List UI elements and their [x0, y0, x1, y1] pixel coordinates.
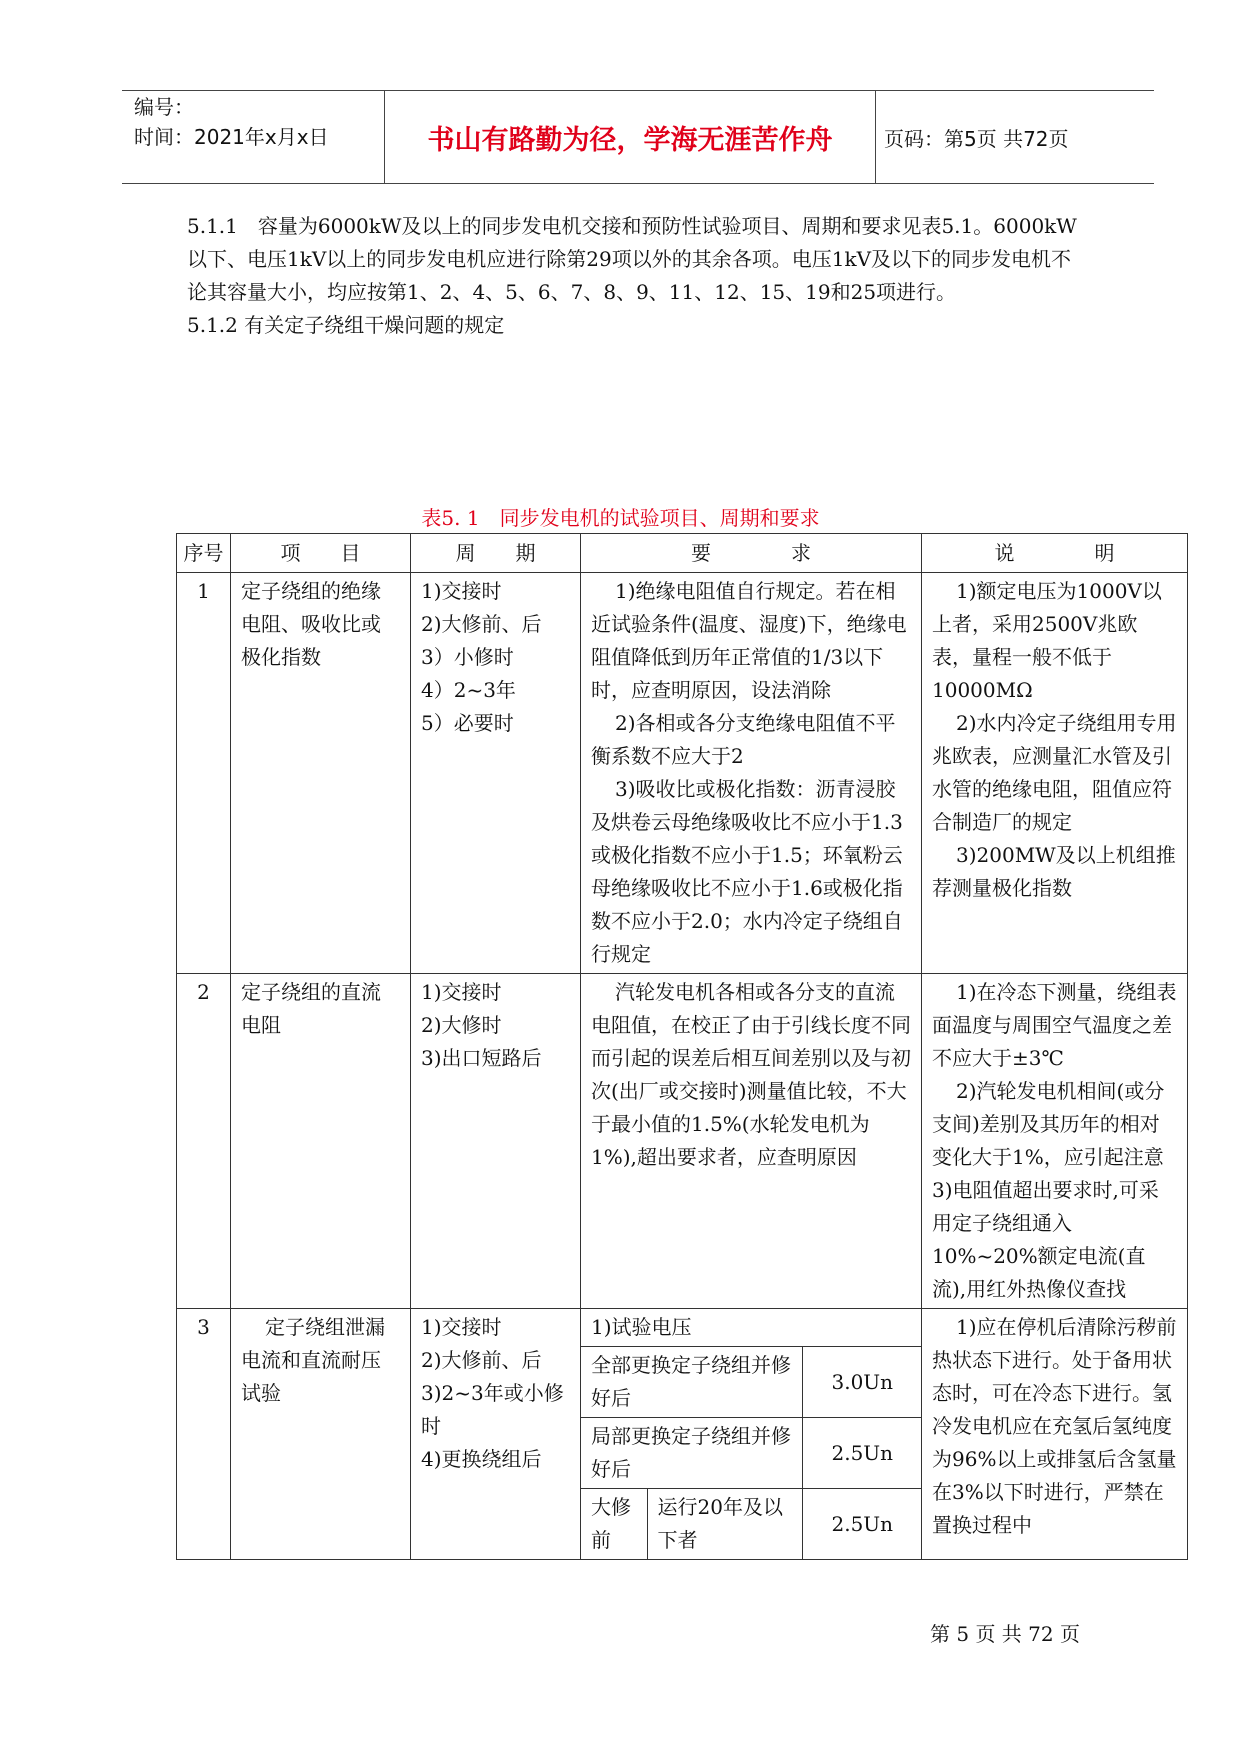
cycle-line: 4）2~3年: [421, 678, 516, 702]
time-label: 时间：2021年x月x日: [134, 125, 329, 149]
note-paragraph: 1)在冷态下测量，绕组表面温度与周围空气温度之差不应大于±3℃: [932, 980, 1177, 1070]
table-header-row: [177, 534, 1188, 573]
note-paragraph: 3)电阻值超出要求时,可采用定子绕组通入10%~20%额定电流(直流),用红外热像仪查找: [932, 1178, 1159, 1301]
header-item: 项 目: [231, 534, 411, 573]
row-seq: 1: [177, 573, 231, 974]
voltage-group: 大修前: [581, 1489, 647, 1560]
requirement-paragraph: 1)绝缘电阻值自行规定。若在相近试验条件(温度、湿度)下，绝缘电阻值降低到历年正常值的1/3以下时，应查明原因，设法消除: [591, 579, 907, 702]
header-page-label: 页码：第5页 共72页: [884, 126, 1069, 151]
intro-paragraph-1: 5.1.1 容量为6000kW及以上的同步发电机交接和预防性试验项目、周期和要求见表5.1。6000kW以下、电压1kV以上的同步发电机应进行除第29项以外的其余各项。电压1kV及以下的同步发电机不论其容量大小，均应按第1、2、4、5、6、7、8、9、11、12、15、19和25项进行。: [187, 214, 1077, 304]
intro-paragraph-2: 5.1.2 有关定子绕组干燥问题的规定: [187, 313, 505, 337]
cycle-line: 1)交接时: [421, 579, 502, 603]
row-seq: 3: [177, 1309, 231, 1560]
requirement-paragraph: 2)各相或各分支绝缘电阻值不平衡系数不应大于2: [591, 711, 896, 768]
subtable-title-row: [581, 1309, 922, 1347]
voltage-value: 3.0Un: [802, 1347, 922, 1418]
row-note: [922, 1309, 1188, 1560]
cycle-line: 2)大修前、后: [421, 612, 542, 636]
row-requirement: [581, 974, 922, 1309]
row-item: 定子绕组的绝缘电阻、吸收比或极化指数: [231, 573, 411, 974]
header-note: 说 明: [922, 534, 1188, 573]
table-row: [177, 573, 1188, 974]
page-footer: 第 5 页 共 72 页: [930, 1622, 1080, 1646]
number-label: 编号：: [134, 95, 194, 119]
voltage-value: 2.5Un: [802, 1489, 922, 1560]
voltage-subtable: [581, 1309, 922, 1559]
cycle-line: 2)大修前、后: [421, 1348, 542, 1372]
cycle-line: 1)交接时: [421, 1315, 502, 1339]
note-paragraph: 1)额定电压为1000V以上者，采用2500V兆欧表，量程一般不低于10000MΩ: [932, 579, 1162, 702]
row-item: 定子绕组泄漏电流和直流耐压试验: [231, 1309, 411, 1560]
header-cycle: 周 期: [411, 534, 581, 573]
requirement-paragraph: 汽轮发电机各相或各分支的直流电阻值，在校正了由于引线长度不同而引起的误差后相互间差别以及与初次(出厂或交接时)测量值比较，不大于最小值的1.5%(水轮发电机为1%),超出要求者，应查明原因: [591, 980, 911, 1169]
row-note: [922, 974, 1188, 1309]
cycle-line: 3）小修时: [421, 645, 514, 669]
note-paragraph: 1)应在停机后清除污秽前热状态下进行。处于备用状态时，可在冷态下进行。氢冷发电机应在充氢后氢纯度为96%以上或排氢后含氢量在3%以下时进行，严禁在置换过程中: [932, 1315, 1177, 1537]
row-cycle: [411, 1309, 581, 1560]
subtable-row: [581, 1489, 922, 1560]
requirement-paragraph: 3)吸收比或极化指数：沥青浸胶及烘卷云母绝缘吸收比不应小于1.3或极化指数不应小于1.5；环氧粉云母绝缘吸收比不应小于1.6或极化指数不应小于2.0；水内冷定子绕组自行规定: [591, 777, 903, 966]
cycle-line: 5）必要时: [421, 711, 514, 735]
voltage-label: 局部更换定子绕组并修好后: [581, 1418, 802, 1489]
note-paragraph: 2)水内冷定子绕组用专用兆欧表，应测量汇水管及引水管的绝缘电阻，阻值应符合制造厂的规定: [932, 711, 1177, 834]
subtable-row: [581, 1418, 922, 1489]
header-motto: 书山有路勤为径，学海无涯苦作舟: [384, 91, 876, 183]
voltage-title: 1)试验电压: [581, 1309, 922, 1347]
row-note: [922, 573, 1188, 974]
voltage-label: 运行20年及以下者: [647, 1489, 802, 1560]
cycle-line: 3)2~3年或小修时: [421, 1381, 564, 1438]
row-seq: 2: [177, 974, 231, 1309]
voltage-value: 2.5Un: [802, 1418, 922, 1489]
cycle-line: 2)大修时: [421, 1013, 502, 1037]
voltage-label: 全部更换定子绕组并修好后: [581, 1347, 802, 1418]
cycle-line: 4)更换绕组后: [421, 1447, 542, 1471]
table-caption: 表5. 1 同步发电机的试验项目、周期和要求: [421, 506, 820, 530]
row-cycle: [411, 974, 581, 1309]
row-requirement: [581, 573, 922, 974]
note-paragraph: 3)200MW及以上机组推荐测量极化指数: [932, 843, 1176, 900]
cycle-line: 1)交接时: [421, 980, 502, 1004]
note-paragraph: 2)汽轮发电机相间(或分支间)差别及其历年的相对变化大于1%，应引起注意: [932, 1079, 1165, 1169]
table-row: [177, 974, 1188, 1309]
intro-text: [187, 210, 1087, 342]
cycle-line: 3)出口短路后: [421, 1046, 542, 1070]
test-items-table: [176, 533, 1188, 1560]
header-seq: 序号: [177, 534, 231, 573]
header-requirement: 要 求: [581, 534, 922, 573]
subtable-row: [581, 1347, 922, 1418]
row-requirement: [581, 1309, 922, 1560]
page-header: [122, 90, 1154, 184]
row-cycle: [411, 573, 581, 974]
header-left: [134, 91, 384, 184]
table-row: [177, 1309, 1188, 1560]
row-item: 定子绕组的直流电阻: [231, 974, 411, 1309]
